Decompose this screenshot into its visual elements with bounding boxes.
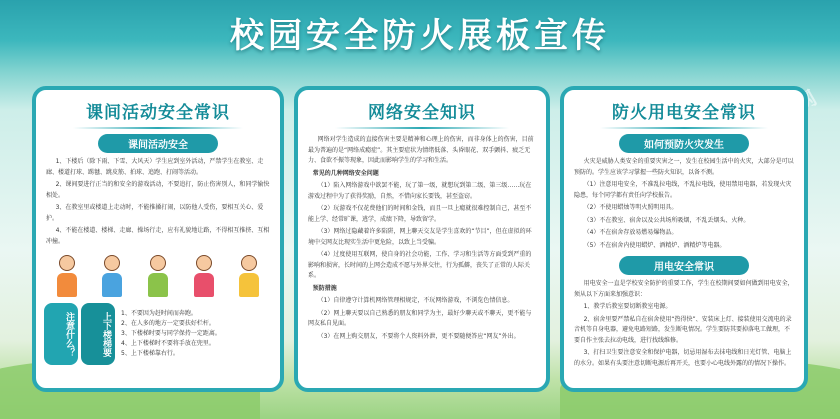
paragraph: （3）在网上购交朋友，不要将个人资料外泄，更不要随便答应“网友”外出。 — [317, 332, 520, 340]
title-underline — [73, 127, 244, 129]
kid-figure — [96, 255, 128, 299]
paragraph: （3）网络过隐藏着许多陷阱，网上聊天交友是学生喜欢的“节目”，但在虚拟的环境中交网友比现实生活中更危险，以致上当受骗。 — [308, 228, 532, 246]
panel-network-safety — [294, 86, 550, 392]
panel-text — [564, 157, 804, 251]
panel-title: 课间活动安全常识 — [86, 103, 230, 123]
title-underline — [335, 127, 509, 129]
paragraph: （2）不使用蜡烛等明火照明用具。 — [583, 204, 678, 211]
paragraph: 2、宿舍里要严禁私自在宿舍使用“热得快”、安装床上灯、接装使用交流电的录音机等自身电器，避免电路短路，发生断电情况。学生要防其要掉落电工做理，不要自作主张去拉动电线，进行找线维修。 — [574, 315, 792, 344]
paragraph: 1、教学后教室要切断教室电源。 — [583, 303, 672, 310]
paragraph: 用电安全一直是学校安全防护的重要工作，学生在校期间要如何做到用电安全，须从以下方面来加强意识： — [574, 280, 794, 298]
paragraph: 2、课间要进行正当的和安全的游戏活动，不要追打，防止伤害别人，和同学愉快相处。 — [46, 181, 270, 199]
list-item: 3、下楼梯时要与同学保持一定距离。 — [121, 330, 221, 337]
paragraph: 4、不能在楼道、楼梯、走廊、操场行走，应有礼貌地让路，不得相互推挤、互相冲撞。 — [46, 227, 270, 245]
paragraph: 3、打扫卫生要注意安全和保护电器，切忌用湿布去抹电线和日光灯管、电脑上的水分。如果有头要注意切断电源后再开关，也要小心电线外露的的情况下操作。 — [574, 349, 792, 367]
panel-break-safety — [32, 86, 284, 392]
paragraph: 3、在教室里或楼道上走动时，不能推搡打闹，以防他人受伤，要相互关心、爱护。 — [46, 204, 264, 222]
paragraph: （2）玩游戏不仅花费他们的时间和金钱，而且一旦上瘾就很难控制自己，甚至不能上学、经常旷课，逃学，成绩下降，导致留学。 — [308, 205, 532, 223]
section-pill: 课间活动安全 — [98, 134, 218, 153]
page-title: 校园安全防火展板宣传 — [230, 16, 610, 56]
panel-text — [564, 279, 804, 369]
list-item: 5、上下楼梯靠右行。 — [121, 350, 179, 357]
kid-figure — [188, 255, 220, 299]
stairs-badge: 上下楼梯要 — [81, 303, 115, 365]
panel-title: 网络安全知识 — [368, 103, 476, 123]
kids-illustration — [44, 251, 272, 299]
panel-title: 防火用电安全常识 — [612, 103, 756, 123]
paragraph: 火灾是威胁人类安全的重要灾害之一，发生在校园生活中的火灾，大部分是可以预防的。学生应该学习掌握一些防火知识，以备不测。 — [574, 158, 794, 176]
paragraph: （4）过度使用互联网，使自身的社会功能，工作、学习和生活等方面受到严重的影响和损害，长时间的上网会造成不愿与外界交往，行为孤僻，丧失了正常的人际关系。 — [308, 251, 532, 279]
kid-figure — [51, 255, 83, 299]
section-pill: 如何预防火灾发生 — [619, 134, 749, 153]
paragraph: （4）不在宿舍存放易燃易爆物品。 — [583, 229, 678, 236]
paragraph: 1、下楼后（除下雨、下雪、大风天）学生应到室外活动，严禁学生在教室、走廊、楼道打球、踢毽、跳皮筋、拍球、追跑、打闹等活动。 — [46, 158, 264, 176]
section-pill: 用电安全常识 — [619, 256, 749, 275]
list-item: 1、不要因为赶时间而奔跑。 — [121, 310, 197, 317]
heading: 预防措施 — [312, 284, 337, 292]
kid-figure — [233, 255, 265, 299]
paragraph: （3）不在教室、宿舍以及公共场所吸烟，不乱丢烟头、火种。 — [583, 216, 750, 224]
paragraph: 网络对学生造成的直接伤害主要是精神和心理上的伤害，而非身体上的伤害，目前最为普遍的是“网络成瘾症”。其主要症状为情绪低落、头昏眼花、双手颤抖、疲乏无力、食欲不振等现象，因此而影响学生的学习和生活。 — [308, 136, 534, 164]
kid-figure — [142, 255, 174, 299]
paragraph: （2）网上聊天要以自己熟悉的朋友和同学为主，最好少聊天或不聊天，更不能与网友私自见面。 — [308, 309, 532, 327]
title-underline — [600, 127, 768, 129]
heading: 常见的几种网络安全问题 — [312, 169, 379, 177]
paragraph: （1）自律遵守计算机网络管理相规定，不玩网络游戏，不浏览色情信息。 — [317, 297, 514, 304]
list-item: 4、上下楼梯时不要将手放在兜里。 — [121, 340, 215, 347]
list-item: 2、在人多的地方一定要扶好栏杆。 — [121, 320, 215, 327]
stairs-note — [44, 303, 272, 365]
panel-text — [36, 157, 280, 247]
note-badge: 注意什么？ — [44, 303, 78, 365]
stairs-rules — [115, 309, 272, 359]
paragraph: （5）不在宿舍内使用蜡炉、酒精炉、酒精炉等电器。 — [583, 241, 726, 249]
paragraph: （1）陷入网络游戏中欲罢不能，玩了第一级，就想玩到第二级、第三级……玩在游戏过程中为了获得奖励，自然，不惜向家长要钱，甚至盗窃。 — [308, 182, 532, 200]
panel-fire-electric-safety — [560, 86, 808, 392]
panel-text — [298, 135, 546, 342]
paragraph: （1）注意用电安全，不准乱拉电线，不乱拉电线，使用禁用电器，若发现火灾隐患，每个同学都有责任向学校报告。 — [574, 181, 792, 199]
